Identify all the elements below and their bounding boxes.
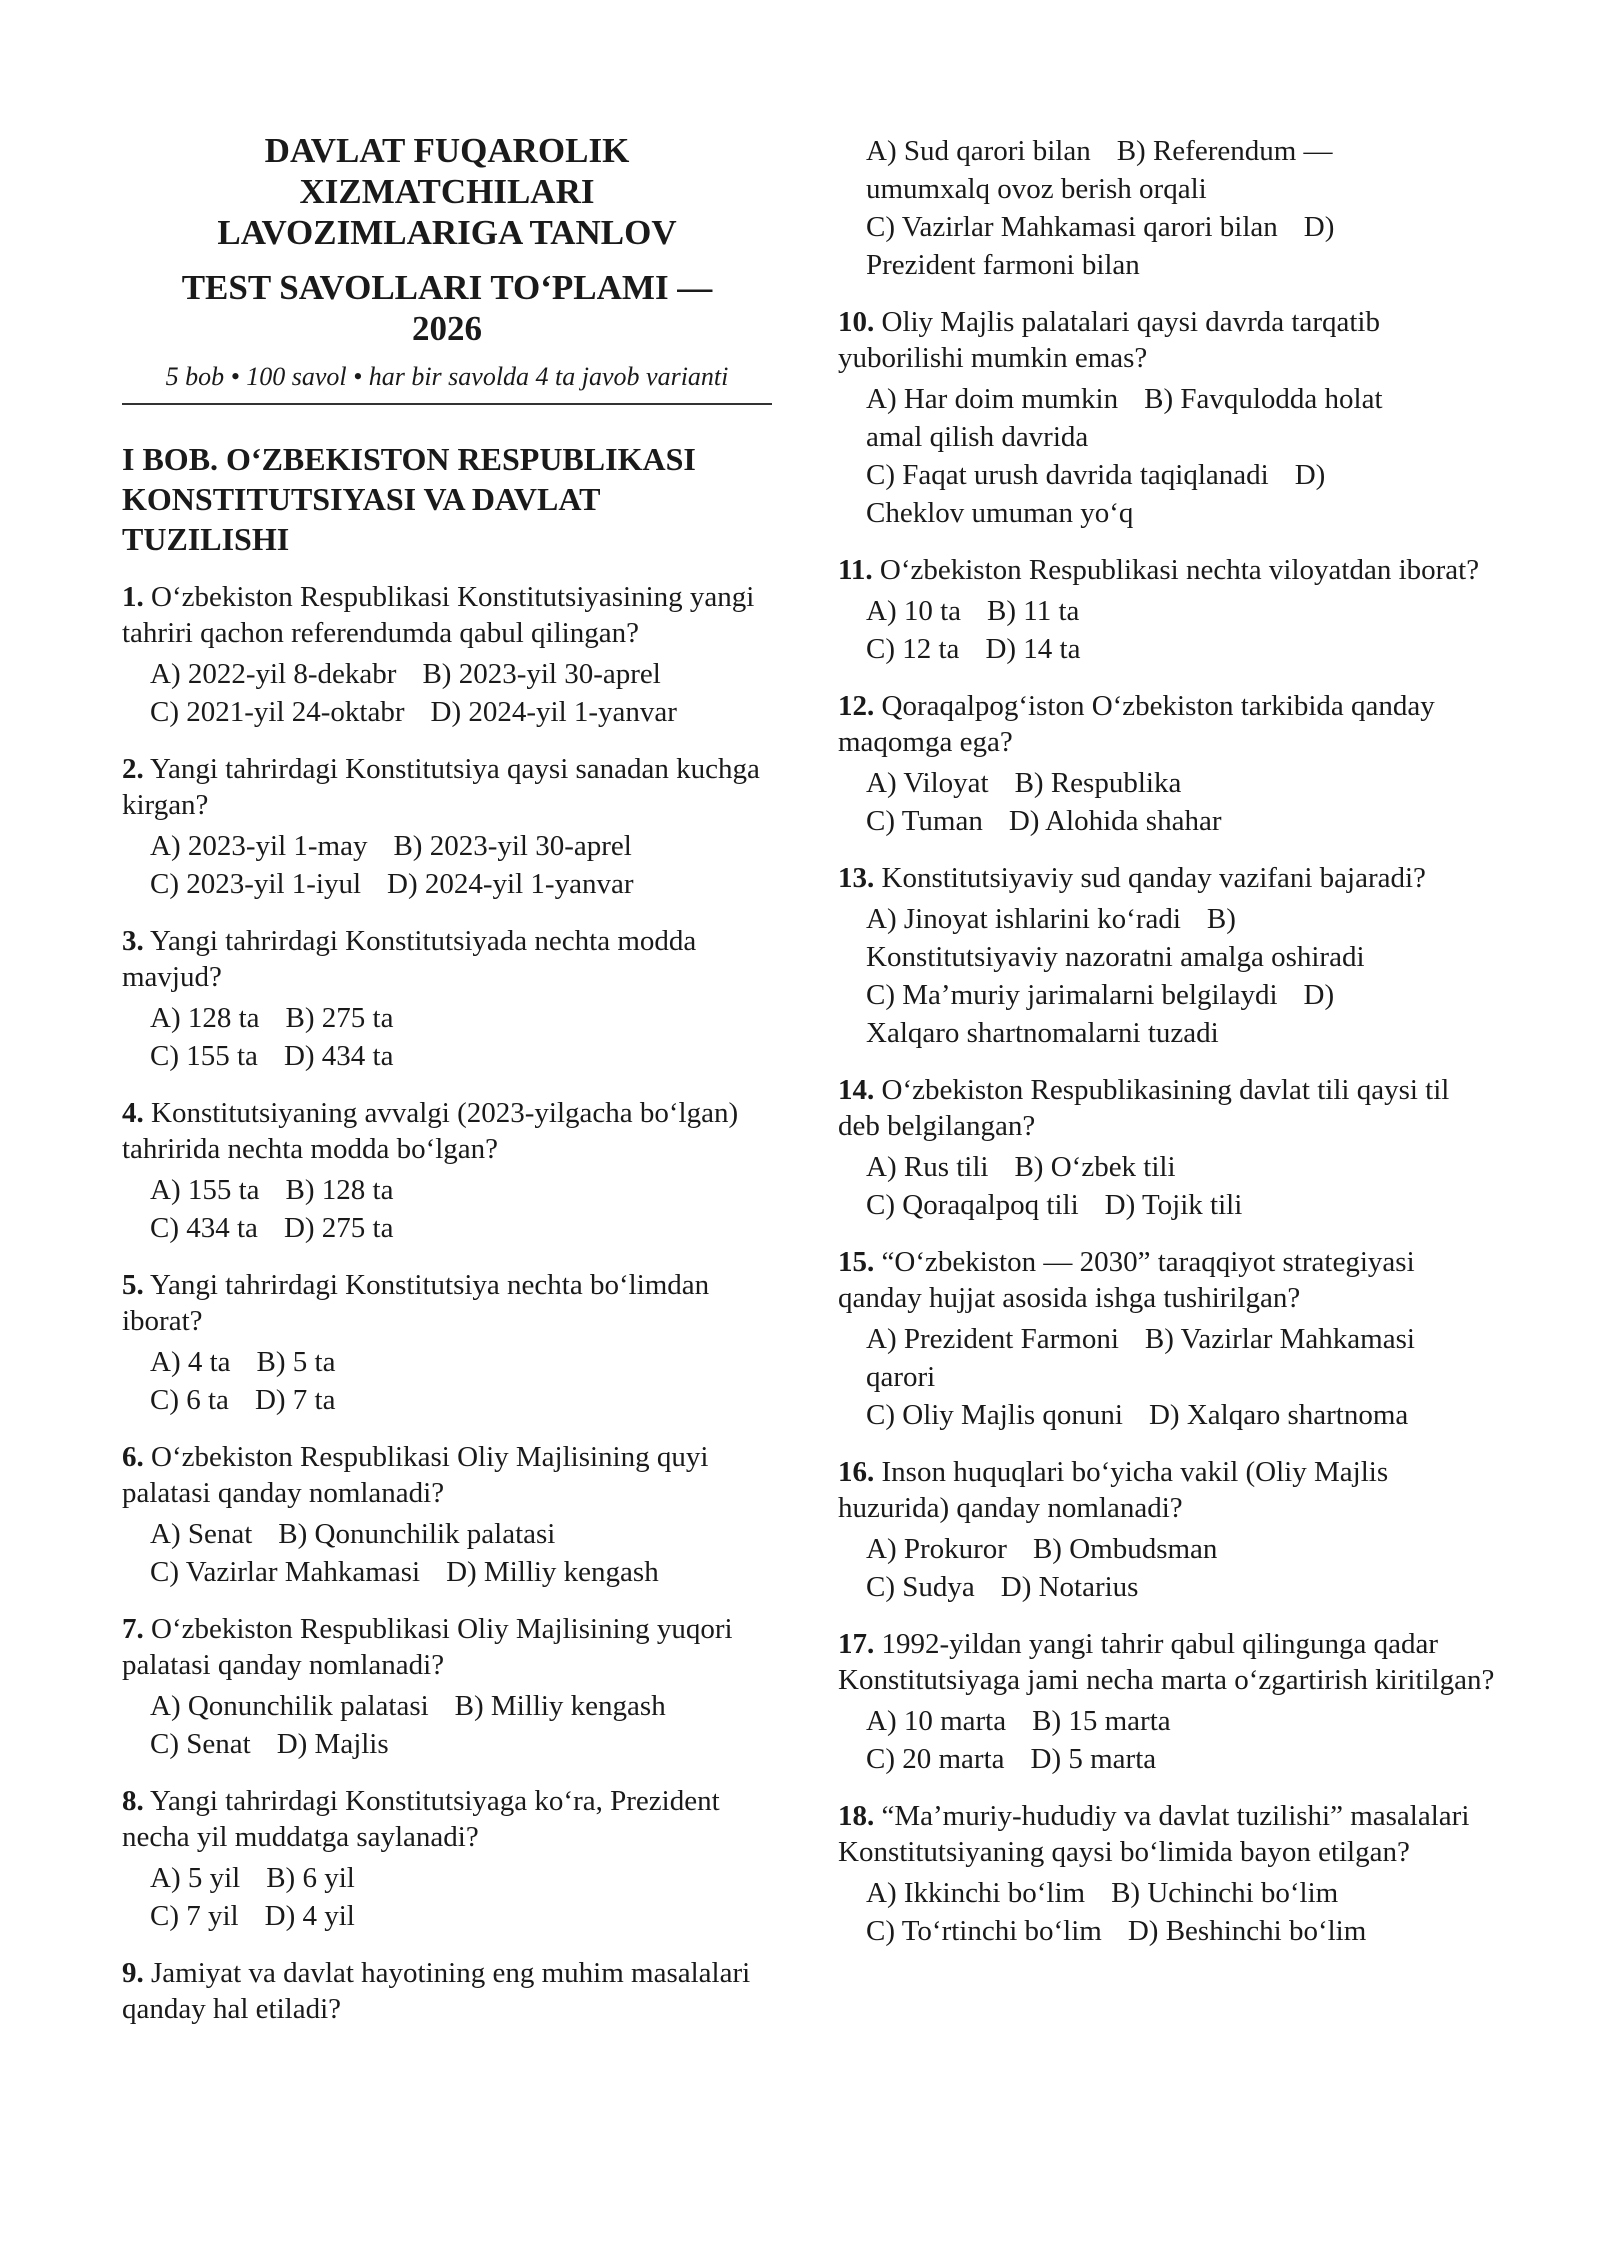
question-text bbox=[838, 304, 1498, 376]
question-item bbox=[838, 860, 1498, 1052]
answer-option: C) Tuman bbox=[866, 805, 983, 837]
answer-options-line bbox=[838, 900, 1498, 938]
answer-options-line bbox=[122, 1209, 772, 1247]
answer-option: D) Majlis bbox=[276, 1728, 389, 1760]
question-item bbox=[122, 1611, 772, 1763]
question-item bbox=[122, 923, 772, 1075]
answer-option: B) 15 marta bbox=[1032, 1705, 1171, 1737]
question-item bbox=[838, 304, 1498, 532]
continued-options bbox=[838, 132, 1498, 284]
left-column bbox=[122, 130, 772, 2047]
answer-option: amal qilish davrida bbox=[866, 421, 1089, 453]
answer-option: A) 4 ta bbox=[150, 1346, 231, 1378]
answer-options-line bbox=[838, 494, 1498, 532]
answer-option: C) 6 ta bbox=[150, 1384, 229, 1416]
question-body: O‘zbekiston Respublikasining davlat tili qaysi til deb belgilangan? bbox=[838, 1074, 1450, 1142]
answer-options-line bbox=[838, 418, 1498, 456]
answer-option: A) Viloyat bbox=[866, 767, 989, 799]
answer-option: C) Ma’muriy jarimalarni belgilaydi bbox=[866, 979, 1278, 1011]
question-number: 5. bbox=[122, 1269, 144, 1301]
question-text bbox=[122, 923, 772, 995]
question-item bbox=[838, 552, 1498, 668]
answer-options-line bbox=[838, 592, 1498, 630]
answer-options-line bbox=[838, 764, 1498, 802]
answer-option: Cheklov umuman yo‘q bbox=[866, 497, 1134, 529]
question-text bbox=[122, 579, 772, 651]
answer-option: B) Uchinchi bo‘lim bbox=[1111, 1877, 1339, 1909]
title-line: LAVOZIMLARIGA TANLOV bbox=[217, 213, 677, 252]
question-text bbox=[122, 1439, 772, 1511]
question-text bbox=[122, 751, 772, 823]
right-column bbox=[838, 132, 1498, 1970]
question-item bbox=[838, 1244, 1498, 1434]
answer-options-line bbox=[838, 1702, 1498, 1740]
answer-options-line bbox=[838, 246, 1498, 284]
question-body: Yangi tahrirdagi Konstitutsiyada nechta modda mavjud? bbox=[122, 925, 697, 993]
question-list bbox=[838, 304, 1498, 1950]
question-text bbox=[838, 1798, 1498, 1870]
answer-options-line bbox=[838, 938, 1498, 976]
answer-option: B) Qonunchilik palatasi bbox=[278, 1518, 556, 1550]
question-number: 9. bbox=[122, 1957, 144, 1989]
document-subtitle: 5 bob • 100 savol • har bir savolda 4 ta javob varianti bbox=[122, 361, 772, 405]
question-number: 7. bbox=[122, 1613, 144, 1645]
answer-option: B) Favqulodda holat bbox=[1144, 383, 1383, 415]
answer-option: A) 155 ta bbox=[150, 1174, 260, 1206]
answer-options-line bbox=[838, 170, 1498, 208]
question-item bbox=[838, 1072, 1498, 1224]
answer-options-line bbox=[122, 1343, 772, 1381]
answer-options-line bbox=[838, 1358, 1498, 1396]
answer-option: A) Rus tili bbox=[866, 1151, 989, 1183]
answer-option: D) Beshinchi bo‘lim bbox=[1127, 1915, 1367, 1947]
answer-option: D) bbox=[1303, 979, 1335, 1011]
answer-option: B) 5 ta bbox=[256, 1346, 336, 1378]
answer-options-line bbox=[122, 827, 772, 865]
answer-option: A) 2023-yil 1-may bbox=[150, 830, 368, 862]
chapter-heading: I BOB. O‘ZBEKISTON RESPUBLIKASI KONSTITUTSIYASI VA DAVLAT TUZILISHI bbox=[122, 441, 696, 557]
question-number: 3. bbox=[122, 925, 144, 957]
question-item bbox=[838, 1798, 1498, 1950]
question-item bbox=[122, 1267, 772, 1419]
question-number: 12. bbox=[838, 690, 875, 722]
answer-option: B) Vazirlar Mahkamasi bbox=[1144, 1323, 1415, 1355]
question-list bbox=[122, 579, 772, 2027]
answer-option: B) 2023-yil 30-aprel bbox=[393, 830, 632, 862]
answer-option: B) 2023-yil 30-aprel bbox=[422, 658, 661, 690]
answer-option: A) Senat bbox=[150, 1518, 253, 1550]
answer-option: Prezident farmoni bilan bbox=[866, 249, 1140, 281]
answer-options-line bbox=[122, 1381, 772, 1419]
answer-option: D) Notarius bbox=[1000, 1571, 1139, 1603]
question-text bbox=[838, 1072, 1498, 1144]
answer-option: D) Xalqaro shartnoma bbox=[1148, 1399, 1409, 1431]
answer-option: A) 128 ta bbox=[150, 1002, 260, 1034]
answer-option: D) 5 marta bbox=[1030, 1743, 1157, 1775]
answer-option: A) 5 yil bbox=[150, 1862, 241, 1894]
answer-option: C) Oliy Majlis qonuni bbox=[866, 1399, 1123, 1431]
answer-options-line bbox=[838, 1148, 1498, 1186]
answer-option: D) bbox=[1294, 459, 1326, 491]
answer-options-line bbox=[838, 1740, 1498, 1778]
title-line: DAVLAT FUQAROLIK bbox=[264, 131, 630, 170]
answer-option: B) 128 ta bbox=[285, 1174, 394, 1206]
question-text bbox=[122, 1783, 772, 1855]
question-text bbox=[838, 688, 1498, 760]
question-number: 15. bbox=[838, 1246, 875, 1278]
answer-option: C) 2023-yil 1-iyul bbox=[150, 868, 362, 900]
question-number: 6. bbox=[122, 1441, 144, 1473]
answer-option: C) 20 marta bbox=[866, 1743, 1005, 1775]
question-body: Yangi tahrirdagi Konstitutsiyaga ko‘ra, Prezident necha yil muddatga saylanadi? bbox=[122, 1785, 720, 1853]
answer-options-line bbox=[838, 1186, 1498, 1224]
question-number: 17. bbox=[838, 1628, 875, 1660]
answer-options-line bbox=[838, 380, 1498, 418]
title-line: TEST SAVOLLARI TO‘PLAMI — bbox=[181, 268, 713, 307]
question-text bbox=[122, 1611, 772, 1683]
answer-option: D) 275 ta bbox=[283, 1212, 394, 1244]
question-text bbox=[122, 1955, 772, 2027]
question-text bbox=[838, 1626, 1498, 1698]
answer-option: D) 2024-yil 1-yanvar bbox=[430, 696, 677, 728]
answer-options-line bbox=[838, 1014, 1498, 1052]
answer-option: D) Tojik tili bbox=[1104, 1189, 1243, 1221]
answer-option: D) 14 ta bbox=[985, 633, 1081, 665]
answer-options-line bbox=[838, 802, 1498, 840]
answer-options-line bbox=[122, 865, 772, 903]
answer-option: D) Milliy kengash bbox=[446, 1556, 659, 1588]
answer-option: A) Prezident Farmoni bbox=[866, 1323, 1119, 1355]
answer-options-line bbox=[122, 1553, 772, 1591]
answer-option: A) Har doim mumkin bbox=[866, 383, 1119, 415]
answer-option: A) Qonunchilik palatasi bbox=[150, 1690, 429, 1722]
answer-option: Xalqaro shartnomalarni tuzadi bbox=[866, 1017, 1219, 1049]
question-item bbox=[122, 1439, 772, 1591]
question-number: 13. bbox=[838, 862, 875, 894]
answer-option: B) Ombudsman bbox=[1032, 1533, 1218, 1565]
question-number: 2. bbox=[122, 753, 144, 785]
question-body: O‘zbekiston Respublikasi nechta viloyatdan iborat? bbox=[879, 554, 1480, 586]
answer-option: D) 434 ta bbox=[283, 1040, 394, 1072]
answer-option: qarori bbox=[866, 1361, 936, 1393]
answer-option: A) 2022-yil 8-dekabr bbox=[150, 658, 397, 690]
answer-options-line bbox=[838, 1530, 1498, 1568]
question-body: Inson huquqlari bo‘yicha vakil (Oliy Majlis huzurida) qanday nomlanadi? bbox=[838, 1456, 1389, 1524]
answer-options-line bbox=[838, 630, 1498, 668]
question-item bbox=[838, 688, 1498, 840]
answer-option: C) 2021-yil 24-oktabr bbox=[150, 696, 405, 728]
question-body: O‘zbekiston Respublikasi Konstitutsiyasining yangi tahriri qachon referendumda qabul qilingan? bbox=[122, 581, 755, 649]
document-title bbox=[122, 130, 772, 349]
answer-options-line bbox=[122, 1725, 772, 1763]
answer-options-line bbox=[838, 1320, 1498, 1358]
answer-option: C) Sudya bbox=[866, 1571, 975, 1603]
answer-options-line bbox=[838, 1912, 1498, 1950]
answer-option: A) Prokuror bbox=[866, 1533, 1007, 1565]
answer-options-line bbox=[122, 1171, 772, 1209]
answer-option: C) Vazirlar Mahkamasi bbox=[150, 1556, 421, 1588]
answer-option: C) Vazirlar Mahkamasi qarori bilan bbox=[866, 211, 1278, 243]
answer-option: D) Alohida shahar bbox=[1008, 805, 1222, 837]
answer-option: Konstitutsiyaviy nazoratni amalga oshiradi bbox=[866, 941, 1365, 973]
answer-option: umumxalq ovoz berish orqali bbox=[866, 173, 1207, 205]
question-item bbox=[122, 579, 772, 731]
question-body: O‘zbekiston Respublikasi Oliy Majlisining quyi palatasi qanday nomlanadi? bbox=[122, 1441, 709, 1509]
answer-options-line bbox=[838, 976, 1498, 1014]
answer-options-line bbox=[838, 1396, 1498, 1434]
question-item bbox=[122, 1783, 772, 1935]
question-body: Yangi tahrirdagi Konstitutsiya qaysi sanadan kuchga kirgan? bbox=[122, 753, 760, 821]
answer-option: B) 6 yil bbox=[266, 1862, 355, 1894]
question-body: 1992-yildan yangi tahrir qabul qilingunga qadar Konstitutsiyaga jami necha marta o‘zgartirish kiritilgan? bbox=[838, 1628, 1495, 1696]
question-number: 10. bbox=[838, 306, 875, 338]
title-line: XIZMATCHILARI bbox=[299, 172, 595, 211]
answer-option: B) Referendum — bbox=[1116, 135, 1333, 167]
answer-options-line bbox=[122, 1515, 772, 1553]
answer-option: A) 10 marta bbox=[866, 1705, 1007, 1737]
answer-option: A) Ikkinchi bo‘lim bbox=[866, 1877, 1086, 1909]
question-body: Oliy Majlis palatalari qaysi davrda tarqatib yuborilishi mumkin emas? bbox=[838, 306, 1380, 374]
question-item bbox=[122, 751, 772, 903]
answer-options-line bbox=[122, 1859, 772, 1897]
answer-options-line bbox=[122, 1037, 772, 1075]
question-body: Konstitutsiyaviy sud qanday vazifani bajaradi? bbox=[881, 862, 1426, 894]
question-body: O‘zbekiston Respublikasi Oliy Majlisining yuqori palatasi qanday nomlanadi? bbox=[122, 1613, 733, 1681]
answer-options-line bbox=[838, 456, 1498, 494]
question-text bbox=[838, 1244, 1498, 1316]
answer-option: C) To‘rtinchi bo‘lim bbox=[866, 1915, 1102, 1947]
question-body: Konstitutsiyaning avvalgi (2023-yilgacha bo‘lgan) tahririda nechta modda bo‘lgan? bbox=[122, 1097, 739, 1165]
title-line: 2026 bbox=[412, 309, 482, 348]
answer-options-line bbox=[838, 132, 1498, 170]
question-body: Yangi tahrirdagi Konstitutsiya nechta bo‘limdan iborat? bbox=[122, 1269, 710, 1337]
answer-option: B) O‘zbek tili bbox=[1014, 1151, 1176, 1183]
question-text bbox=[122, 1095, 772, 1167]
answer-option: C) 7 yil bbox=[150, 1900, 239, 1932]
question-body: “O‘zbekiston — 2030” taraqqiyot strategiyasi qanday hujjat asosida ishga tushirilgan? bbox=[838, 1246, 1415, 1314]
answer-option: C) 155 ta bbox=[150, 1040, 258, 1072]
question-item bbox=[122, 1955, 772, 2027]
answer-option: B) Respublika bbox=[1014, 767, 1182, 799]
question-body: Jamiyat va davlat hayotining eng muhim masalalari qanday hal etiladi? bbox=[122, 1957, 751, 2025]
answer-option: D) bbox=[1303, 211, 1335, 243]
question-number: 16. bbox=[838, 1456, 875, 1488]
answer-option: B) 275 ta bbox=[285, 1002, 394, 1034]
answer-option: D) 2024-yil 1-yanvar bbox=[387, 868, 634, 900]
answer-options-line bbox=[838, 208, 1498, 246]
answer-options-line bbox=[838, 1568, 1498, 1606]
answer-options-line bbox=[838, 1874, 1498, 1912]
question-body: Qoraqalpog‘iston O‘zbekiston tarkibida qanday maqomga ega? bbox=[838, 690, 1435, 758]
question-body: “Ma’muriy-hududiy va davlat tuzilishi” masalalari Konstitutsiyaning qaysi bo‘limida bayon etilgan? bbox=[838, 1800, 1470, 1868]
answer-option: B) bbox=[1206, 903, 1236, 935]
answer-option: C) Qoraqalpoq tili bbox=[866, 1189, 1079, 1221]
answer-option: A) Jinoyat ishlarini ko‘radi bbox=[866, 903, 1181, 935]
answer-option: B) 11 ta bbox=[987, 595, 1080, 627]
answer-option: D) 4 yil bbox=[264, 1900, 355, 1932]
question-number: 8. bbox=[122, 1785, 144, 1817]
answer-options-line bbox=[122, 655, 772, 693]
answer-option: C) 12 ta bbox=[866, 633, 960, 665]
question-text bbox=[838, 552, 1498, 588]
answer-options-line bbox=[122, 999, 772, 1037]
answer-option: C) Senat bbox=[150, 1728, 251, 1760]
question-number: 14. bbox=[838, 1074, 875, 1106]
answer-options-line bbox=[122, 693, 772, 731]
question-text bbox=[838, 860, 1498, 896]
answer-option: A) Sud qarori bilan bbox=[866, 135, 1091, 167]
question-text bbox=[122, 1267, 772, 1339]
answer-option: A) 10 ta bbox=[866, 595, 962, 627]
answer-options-line bbox=[122, 1897, 772, 1935]
question-text bbox=[838, 1454, 1498, 1526]
question-item bbox=[122, 1095, 772, 1247]
answer-option: C) Faqat urush davrida taqiqlanadi bbox=[866, 459, 1269, 491]
question-item bbox=[838, 1454, 1498, 1606]
question-number: 11. bbox=[838, 554, 873, 586]
answer-option: B) Milliy kengash bbox=[454, 1690, 666, 1722]
question-item bbox=[838, 1626, 1498, 1778]
question-number: 4. bbox=[122, 1097, 144, 1129]
question-number: 18. bbox=[838, 1800, 875, 1832]
answer-options-line bbox=[122, 1687, 772, 1725]
answer-option: C) 434 ta bbox=[150, 1212, 258, 1244]
answer-option: D) 7 ta bbox=[254, 1384, 336, 1416]
question-number: 1. bbox=[122, 581, 144, 613]
